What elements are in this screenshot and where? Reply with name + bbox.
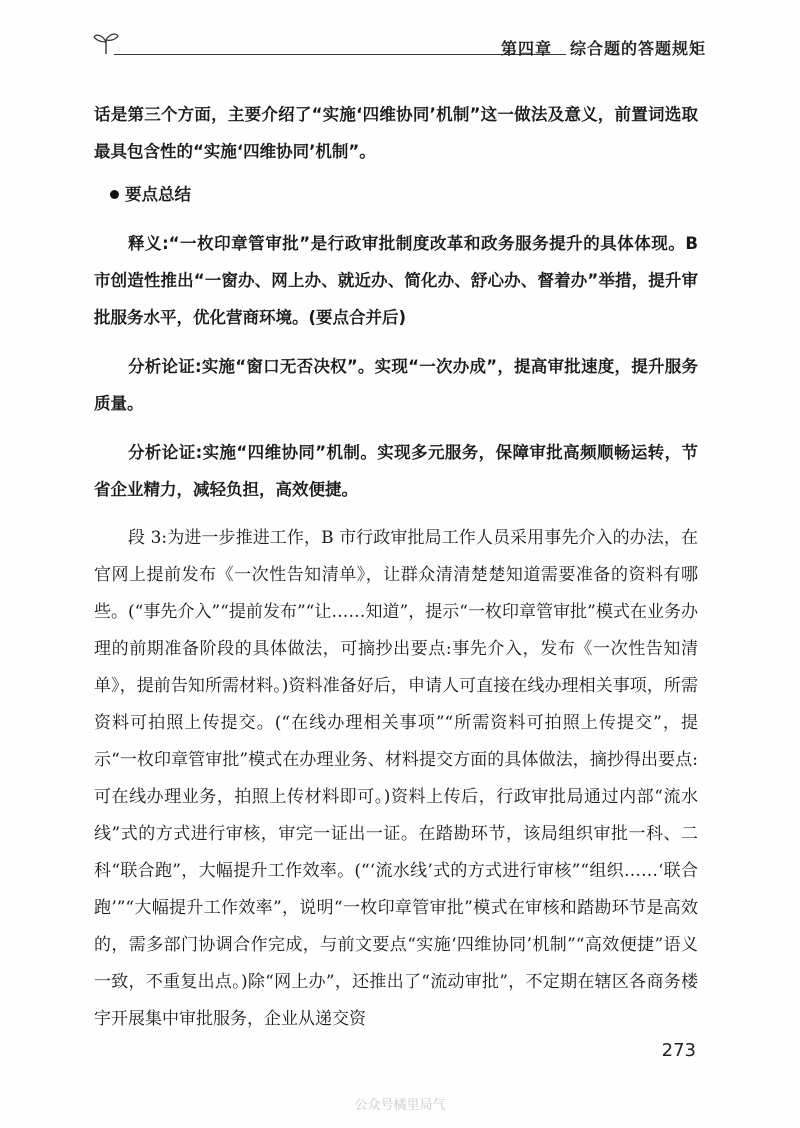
paragraph-analysis-2: 分析论证:实施“四维协同”机制。实现多元服务，保障审批高频顺畅运转，节省企业精力，减轻负担，高效便捷。 [94,443,698,499]
chapter-title: 综合题的答题规矩 [569,39,706,58]
summary-heading-text: 要点总结 [125,185,191,204]
watermark: 公众号橘里局气 [354,1098,446,1113]
sprout-icon [92,30,120,56]
paragraph-analysis-1: 分析论证:实施“窗口无否决权”。实现“一次办成”，提高审批速度，提升服务质量。 [94,357,698,413]
body-text [94,96,698,1038]
header-title [501,36,706,59]
bullet-icon [110,190,119,199]
page-number: 273 [661,1040,696,1061]
summary-heading [94,176,698,213]
header-rule [114,54,566,55]
paragraph-interpretation: 释义:“一枚印章管审批”是行政审批制度改革和政务服务提升的具体体现。B 市创造性推出“一窗办、网上办、就近办、简化办、舒心办、督着办”举措，提升审批服务水平，优化营商环境。(要点合并后) [94,234,698,327]
chapter-label: 第四章 [500,39,552,58]
running-header [86,28,706,62]
paragraph-1: 话是第三个方面，主要介绍了“实施‘四维协同’机制”这一做法及意义，前置词选取最具包含性的“实施‘四维协同’机制”。 [94,105,698,161]
paragraph-section-3: 段 3:为进一步推进工作，B 市行政审批局工作人员采用事先介入的办法，在官网上提前发布《一次性告知清单》，让群众清清楚楚知道需要准备的资料有哪些。(“事先介入”“提前发布”“让……知道”，提示“一枚印章管审批”模式在业务办理的前期准备阶段的具体做法，可摘抄出要点:事先介入，发布《一次性告知清单》，提前告知所需材料。)资料准备好后，申请人可直接在线办理相关事项，所需资料可拍照上传提交。(“在线办理相关事项”“所需资料可拍照上传提交”，提示“一枚印章管审批”模式在办理业务、材料提交方面的具体做法，摘抄得出要点:可在线办理业务，拍照上传材料即可。)资料上传后，行政审批局通过内部“流水线”式的方式进行审核，审完一证出一证。在踏勘环节，该局组织审批一科、二科“联合跑”，大幅提升工作效率。(“‘流水线’式的方式进行审核”“组织……‘联合跑’”“大幅提升工作效率”，说明“一枚印章管审批”模式在审核和踏勘环节是高效的，需多部门协调合作完成，与前文要点“实施‘四维协同’机制”“高效便捷”语义一致，不重复出点。)除“网上办”，还推出了“流动审批”，不定期在辖区各商务楼宇开展集中审批服务，企业从递交资 [94,528,698,1029]
